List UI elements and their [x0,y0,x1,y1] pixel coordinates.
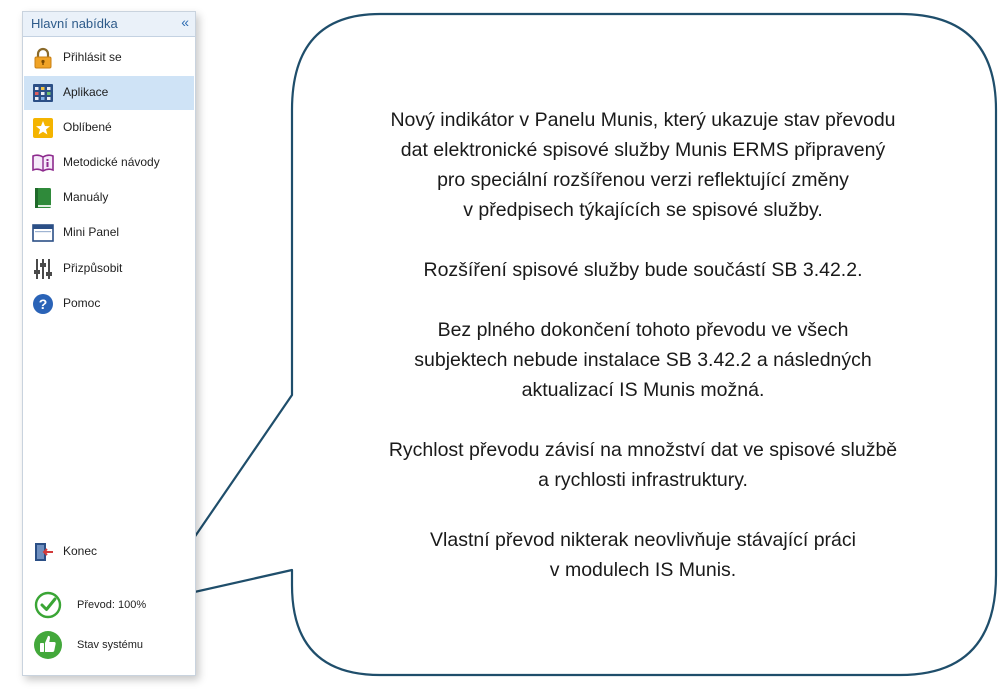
callout-line: dat elektronické spisové služby Munis ERMS připravený [400,139,886,161]
callout-line: pro speciální rozšířenou verzi reflektující změny [437,169,849,191]
collapse-icon[interactable]: « [181,14,189,30]
callout-line: v modulech IS Munis. [549,559,737,581]
menu-item-manuals[interactable] [24,181,194,215]
panel-header [23,12,195,37]
callout-line: Bez plného dokončení tohoto převodu ve všech [437,319,849,341]
main-menu-panel [22,11,196,676]
menu-item-customize[interactable] [24,252,194,286]
callout-paragraph-2 [318,255,968,285]
callout-line: Rozšíření spisové služby bude součástí SB 3.42.2. [423,259,863,281]
menu-item-label: Aplikace [63,85,109,99]
help-icon [32,293,54,315]
sliders-icon [32,258,54,280]
open-book-icon [32,152,54,174]
manual-book-icon [32,187,54,209]
callout-paragraph-3 [318,315,968,405]
callout-line: Vlastní převod nikterak neovlivňuje stávající práci [430,529,856,551]
transfer-status-label: Převod: 100% [77,599,147,611]
menu-item-label: Oblíbené [63,120,112,134]
menu-item-label: Konec [63,544,98,558]
menu-item-help[interactable] [24,287,194,321]
system-status-indicator[interactable] [33,630,193,662]
menu-item-apps[interactable] [24,76,194,110]
transfer-status-indicator[interactable] [33,590,193,622]
exit-door-icon [32,541,54,563]
callout-text [318,105,968,585]
lock-icon [32,47,54,69]
thumbs-up-icon [33,630,63,660]
menu-item-label: Přihlásit se [63,50,122,64]
menu-item-login[interactable] [24,41,194,75]
menu-item-label: Přizpůsobit [63,261,123,275]
callout-line: Rychlost převodu závisí na množství dat ve spisové službě [388,439,898,461]
menu-item-label: Manuály [63,190,109,204]
callout-paragraph-5 [318,525,968,585]
svg-text:?: ? [38,296,48,312]
menu-item-exit[interactable] [24,535,194,569]
callout-line: aktualizací IS Munis možná. [521,379,765,401]
panel-title: Hlavní nabídka [31,16,118,31]
menu-item-label: Mini Panel [63,225,120,239]
check-circle-icon [33,590,63,620]
menu-item-mini-panel[interactable] [24,216,194,250]
window-icon [32,222,54,244]
menu-item-favorites[interactable] [24,111,194,145]
callout-paragraph-1 [318,105,968,225]
apps-grid-icon [32,82,54,104]
callout-line: Nový indikátor v Panelu Munis, který ukazuje stav převodu [390,109,896,131]
menu-item-label: Pomoc [63,296,101,310]
callout-paragraph-4 [318,435,968,495]
menu-item-label: Metodické návody [63,155,160,169]
star-icon [32,117,54,139]
callout-line: a rychlosti infrastruktury. [538,469,748,491]
callout-line: v předpisech týkajících se spisové služby. [463,199,823,221]
callout-line: subjektech nebude instalace SB 3.42.2 a následných [414,349,872,371]
menu-item-guides[interactable] [24,146,194,180]
system-status-label: Stav systému [77,639,144,651]
